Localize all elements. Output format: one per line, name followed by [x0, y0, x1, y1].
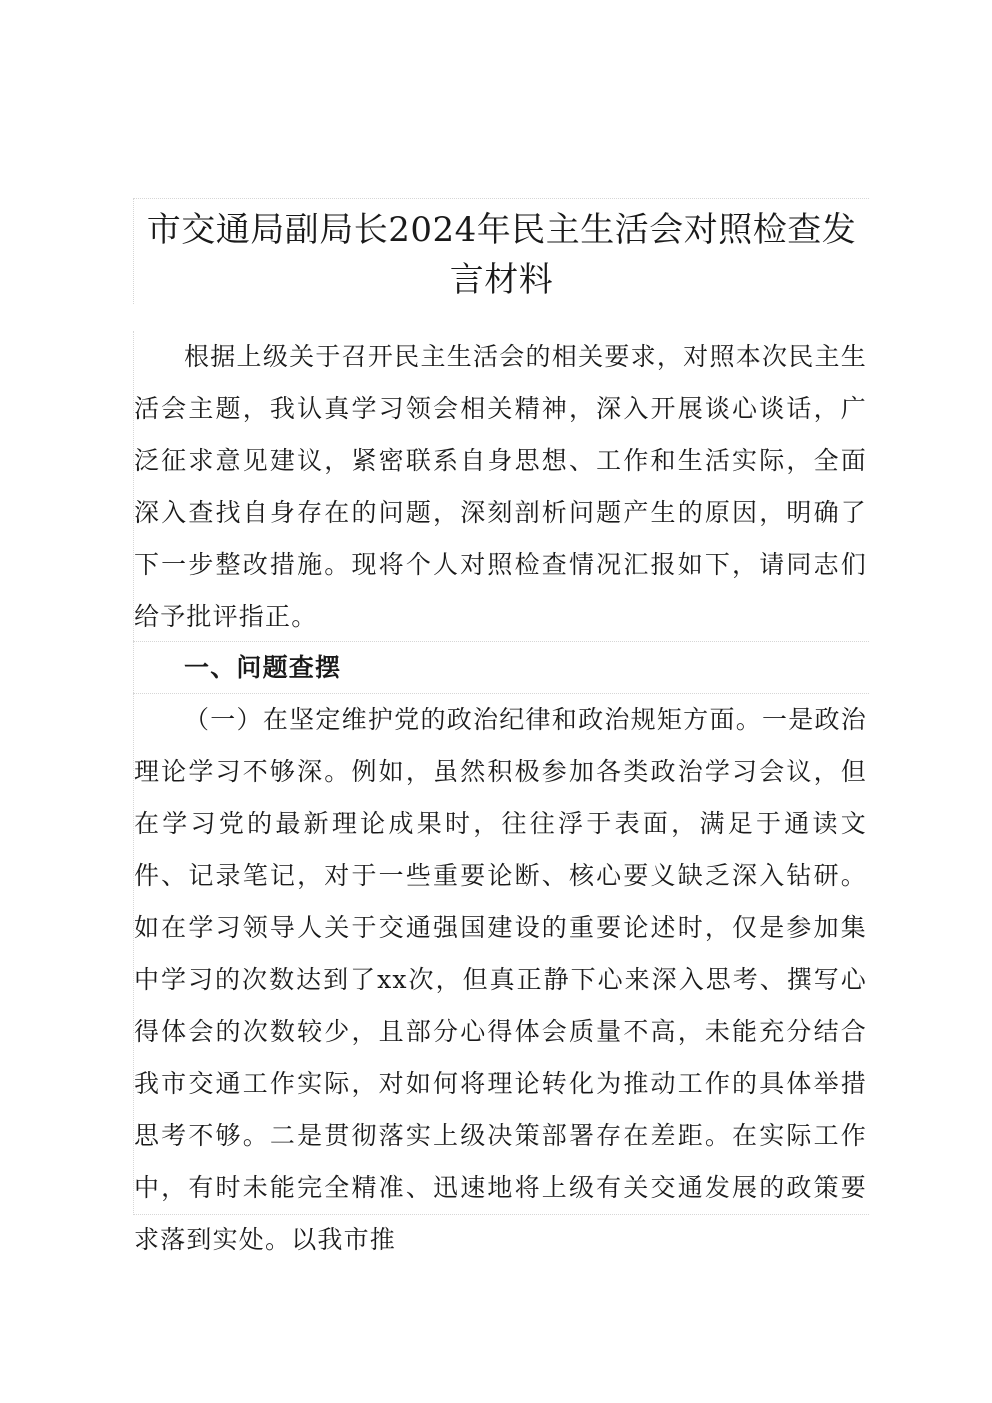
- section-heading-block: [133, 641, 869, 693]
- intro-block: [133, 331, 869, 641]
- intro-paragraph: 根据上级关于召开民主生活会的相关要求，对照本次民主生活会主题，我认真学习领会相关精神，深入开展谈心谈话，广泛征求意见建议，紧密联系自身思想、工作和生活实际，全面深入查找自身存在的问题，深刻剖析问题产生的原因，明确了下一步整改措施。现将个人对照检查情况汇报如下，请同志们给予批评指正。: [134, 342, 867, 631]
- document-title-line-2: 言材料: [449, 260, 554, 300]
- section-paragraph: （一）在坚定维护党的政治纪律和政治规矩方面。一是政治理论学习不够深。例如，虽然积极参加各类政治学习会议，但在学习党的最新理论成果时，往往浮于表面，满足于通读文件、记录笔记，对于一些重要论断、核心要义缺乏深入钻研。如在学习领导人关于交通强国建设的重要论述时，仅是参加集中学习的次数达到了xx次，但真正静下心来深入思考、撰写心得体会的次数较少，且部分心得体会质量不高，未能充分结合我市交通工作实际，对如何将理论转化为推动工作的具体举措思考不够。二是贯彻落实上级决策部署存在差距。在实际工作中，有时未能完全精准、迅速地将上级有关交通发展的政策要求落到实处。以我市推: [134, 705, 867, 1254]
- section-block: [133, 693, 869, 1254]
- title-block: [133, 198, 869, 304]
- document-title-line-1: 市交通局副局长2024年民主生活会对照检查发: [146, 210, 857, 250]
- section-heading: 一、问题查摆: [184, 653, 342, 682]
